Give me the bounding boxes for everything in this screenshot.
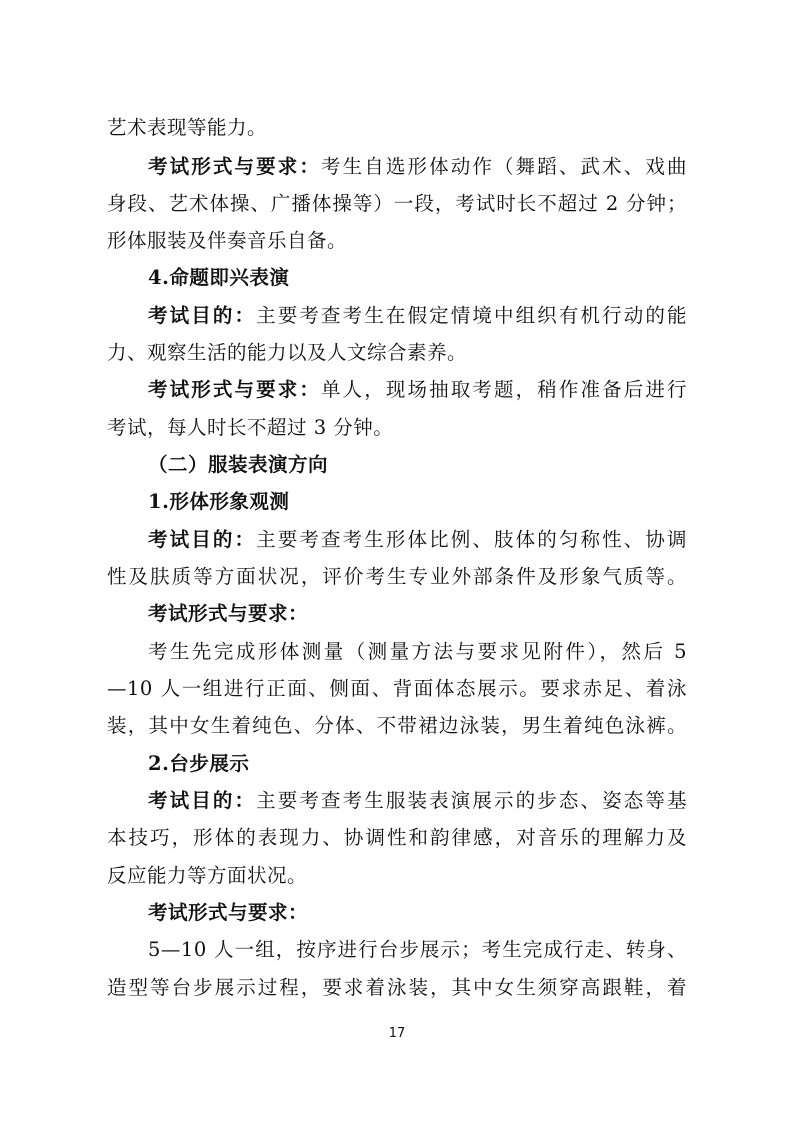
bold-label: 考试目的： bbox=[148, 304, 257, 327]
paragraph-line bbox=[107, 714, 687, 738]
bold-label: 考试目的： bbox=[148, 528, 257, 551]
exam-purpose-paragraph-line bbox=[148, 789, 687, 813]
text: 性及肤质等方面状况，评价考生专业外部条件及形象气质等。 bbox=[107, 565, 687, 588]
paragraph-line bbox=[148, 640, 687, 664]
text: 单人，现场抽取考题，稍作准备后进行 bbox=[321, 378, 687, 401]
text: 主要考查考生服装表演展示的步态、姿态等基 bbox=[256, 789, 687, 812]
text: 艺术表现等能力。 bbox=[107, 116, 268, 139]
exam-form-label: 考试形式与要求： bbox=[148, 901, 309, 924]
text: 考生先完成形体测量（测量方法与要求见附件），然后 5 bbox=[148, 640, 687, 663]
section-heading: （二）服装表演方向 bbox=[148, 453, 329, 476]
text: 装，其中女生着纯色、分体、不带裙边泳装，男生着纯色泳裤。 bbox=[107, 714, 687, 737]
text: 力、观察生活的能力以及人文综合素养。 bbox=[107, 341, 468, 364]
subheading: 1.形体形象观测 bbox=[148, 490, 290, 513]
text: 主要考查考生在假定情境中组织有机行动的能 bbox=[256, 304, 687, 327]
paragraph-line bbox=[107, 416, 687, 440]
text: 5—10 人一组，按序进行台步展示；考生完成行走、转身、 bbox=[148, 938, 687, 961]
paragraph-line bbox=[107, 229, 687, 253]
paragraph-line bbox=[107, 565, 687, 589]
text: 造型等台步展示过程，要求着泳装，其中女生须穿高跟鞋，着 bbox=[107, 976, 687, 999]
paragraph-continuation bbox=[107, 116, 687, 140]
paragraph-line bbox=[107, 864, 687, 888]
exam-purpose-paragraph-line bbox=[148, 304, 687, 328]
exam-purpose-paragraph-line bbox=[148, 528, 687, 552]
text: 身段、艺术体操、广播体操等）一段，考试时长不超过 2 分钟； bbox=[107, 192, 687, 215]
exam-form-paragraph-line bbox=[148, 155, 687, 179]
text: 考生自选形体动作（舞蹈、武术、戏曲 bbox=[321, 155, 687, 178]
text: 反应能力等方面状况。 bbox=[107, 864, 308, 887]
exam-form-paragraph-line bbox=[148, 378, 687, 402]
text: 考试，每人时长不超过 3 分钟。 bbox=[107, 416, 394, 439]
paragraph-line bbox=[148, 938, 687, 962]
paragraph-line bbox=[107, 976, 687, 1000]
exam-form-label: 考试形式与要求： bbox=[148, 602, 309, 625]
paragraph-line bbox=[107, 826, 687, 850]
text: 主要考查考生形体比例、肢体的匀称性、协调 bbox=[256, 528, 687, 551]
page-number: 17 bbox=[388, 1026, 406, 1041]
paragraph-line bbox=[107, 677, 687, 701]
subheading: 2.台步展示 bbox=[148, 752, 250, 775]
subheading: 4.命题即兴表演 bbox=[148, 266, 290, 289]
bold-label: 考试目的： bbox=[148, 789, 257, 812]
text: 本技巧，形体的表现力、协调性和韵律感，对音乐的理解力及 bbox=[107, 826, 687, 849]
paragraph-line bbox=[107, 341, 687, 365]
bold-label: 考试形式与要求： bbox=[148, 378, 321, 401]
text: —10 人一组进行正面、侧面、背面体态展示。要求赤足、着泳 bbox=[107, 677, 687, 700]
text: 形体服装及伴奏音乐自备。 bbox=[107, 229, 348, 252]
bold-label: 考试形式与要求： bbox=[148, 155, 321, 178]
paragraph-line bbox=[107, 192, 687, 216]
